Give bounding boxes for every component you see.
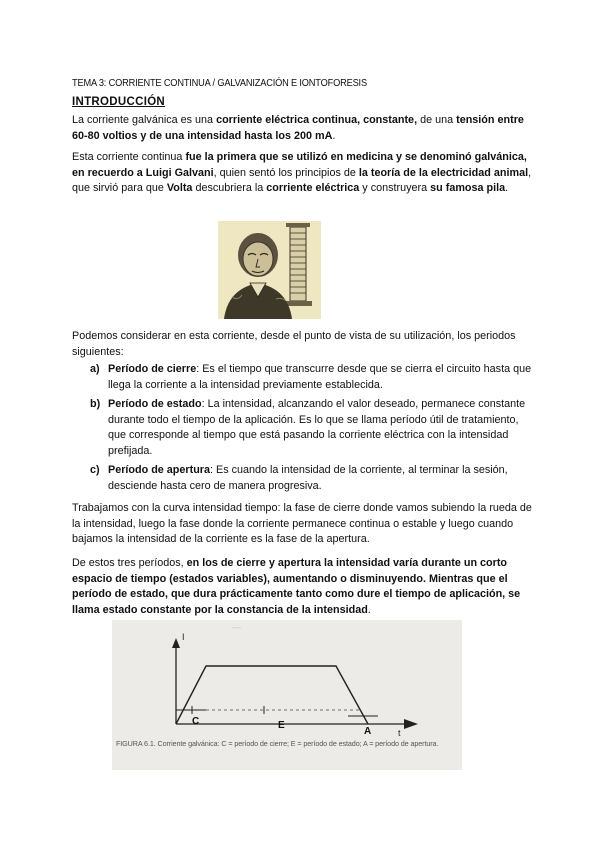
section-title: INTRODUCCIÓN xyxy=(72,96,166,108)
text-span: De estos tres períodos, xyxy=(72,557,187,569)
bold-span: la teoría de la electricidad animal xyxy=(358,166,529,179)
bold-span: su famosa pila xyxy=(430,182,506,194)
document-header: TEMA 3: CORRIENTE CONTINUA / GALVANIZACIÓN E IONTOFORESIS xyxy=(72,77,367,89)
text-span: de una xyxy=(417,114,457,126)
text-span: . xyxy=(505,182,509,194)
label-e: E xyxy=(278,720,285,731)
list-term: Período de apertura xyxy=(108,464,210,476)
bleed-through-text: — xyxy=(232,622,241,632)
text-span: , que sirvió para que xyxy=(72,166,532,194)
list-term: Período de estado xyxy=(108,398,202,410)
list-term: Período de cierre xyxy=(108,363,197,375)
paragraph-curve: Trabajamos con la curva intensidad tiempo: la fase de cierre donde vamos subiendo la rueda de la intensidad, luego la fase donde la corriente permanece continua o estable y luego cuando bajamos la intensidad de la corriente es la fase de la apertura. xyxy=(72,502,532,545)
current-curve-figure xyxy=(112,620,462,770)
bold-span: en los de cierre y apertura la intensidad varía durante un corto espacio de tiempo (estados variables), aumentando o disminuyendo. Mientras que el período de estado, que dura prácticamente tanto como dure el tiempo de aplicación, se llama estado constante por la constancia de la intensidad xyxy=(72,557,521,616)
list-item xyxy=(72,397,532,459)
y-axis-label: I xyxy=(182,632,185,642)
text-span: La corriente galvánica es una xyxy=(72,114,217,126)
paragraph-periods-intro: Podemos considerar en esta corriente, desde el punto de vista de su utilización, los periodos siguientes: xyxy=(72,330,516,358)
bold-span: tensión entre 60-80 voltios y de una intensidad hasta los 200 mA xyxy=(72,114,524,142)
text-span: descubriera la xyxy=(192,182,267,194)
bold-span: fue la primera que se utilizó en medicina y se denominó galvánica, en recuerdo a Luigi Galvani xyxy=(72,151,527,179)
text-span: Esta corriente continua xyxy=(72,151,186,163)
list-text: : Es cuando la intensidad de la corriente, al terminar la sesión, desciende hasta cero de manera progresiva. xyxy=(108,464,508,492)
list-marker: a) xyxy=(90,363,100,375)
label-c: C xyxy=(192,716,200,727)
volta-portrait-image xyxy=(218,221,321,319)
label-a: A xyxy=(364,726,372,737)
paragraph-history xyxy=(72,150,532,197)
bold-span: corriente eléctrica continua, constante, xyxy=(216,114,418,126)
list-item xyxy=(72,362,532,393)
bold-span: Volta xyxy=(166,182,193,194)
paragraph-states xyxy=(72,556,532,618)
list-text: : La intensidad, alcanzando el valor deseado, permanece constante durante todo el tiempo de la aplicación. Es lo que se llama período útil de tratamiento, que corresponde al tiempo que está pasando la corriente eléctrica con la intensidad prefijada. xyxy=(108,398,526,457)
portrait-illustration xyxy=(218,221,321,319)
text-span: y construyera xyxy=(359,182,431,194)
list-marker: c) xyxy=(90,464,100,476)
list-text: : Es el tiempo que transcurre desde que se cierra el circuito hasta que llega la corriente a la intensidad previamente establecida. xyxy=(108,363,532,391)
periods-list xyxy=(72,362,532,498)
x-axis-label: t xyxy=(398,728,401,738)
list-item xyxy=(72,463,532,494)
figure-caption: FIGURA 6.1. Corriente galvánica: C = período de cierre; E = período de estado; A = período de apertura. xyxy=(116,739,439,748)
list-marker: b) xyxy=(90,398,101,410)
text-span: . xyxy=(332,129,336,142)
bold-span: corriente eléctrica xyxy=(266,182,360,194)
text-span: . xyxy=(367,603,371,616)
text-span: , quien sentó los principios de xyxy=(213,166,359,179)
paragraph-intro xyxy=(72,113,532,144)
